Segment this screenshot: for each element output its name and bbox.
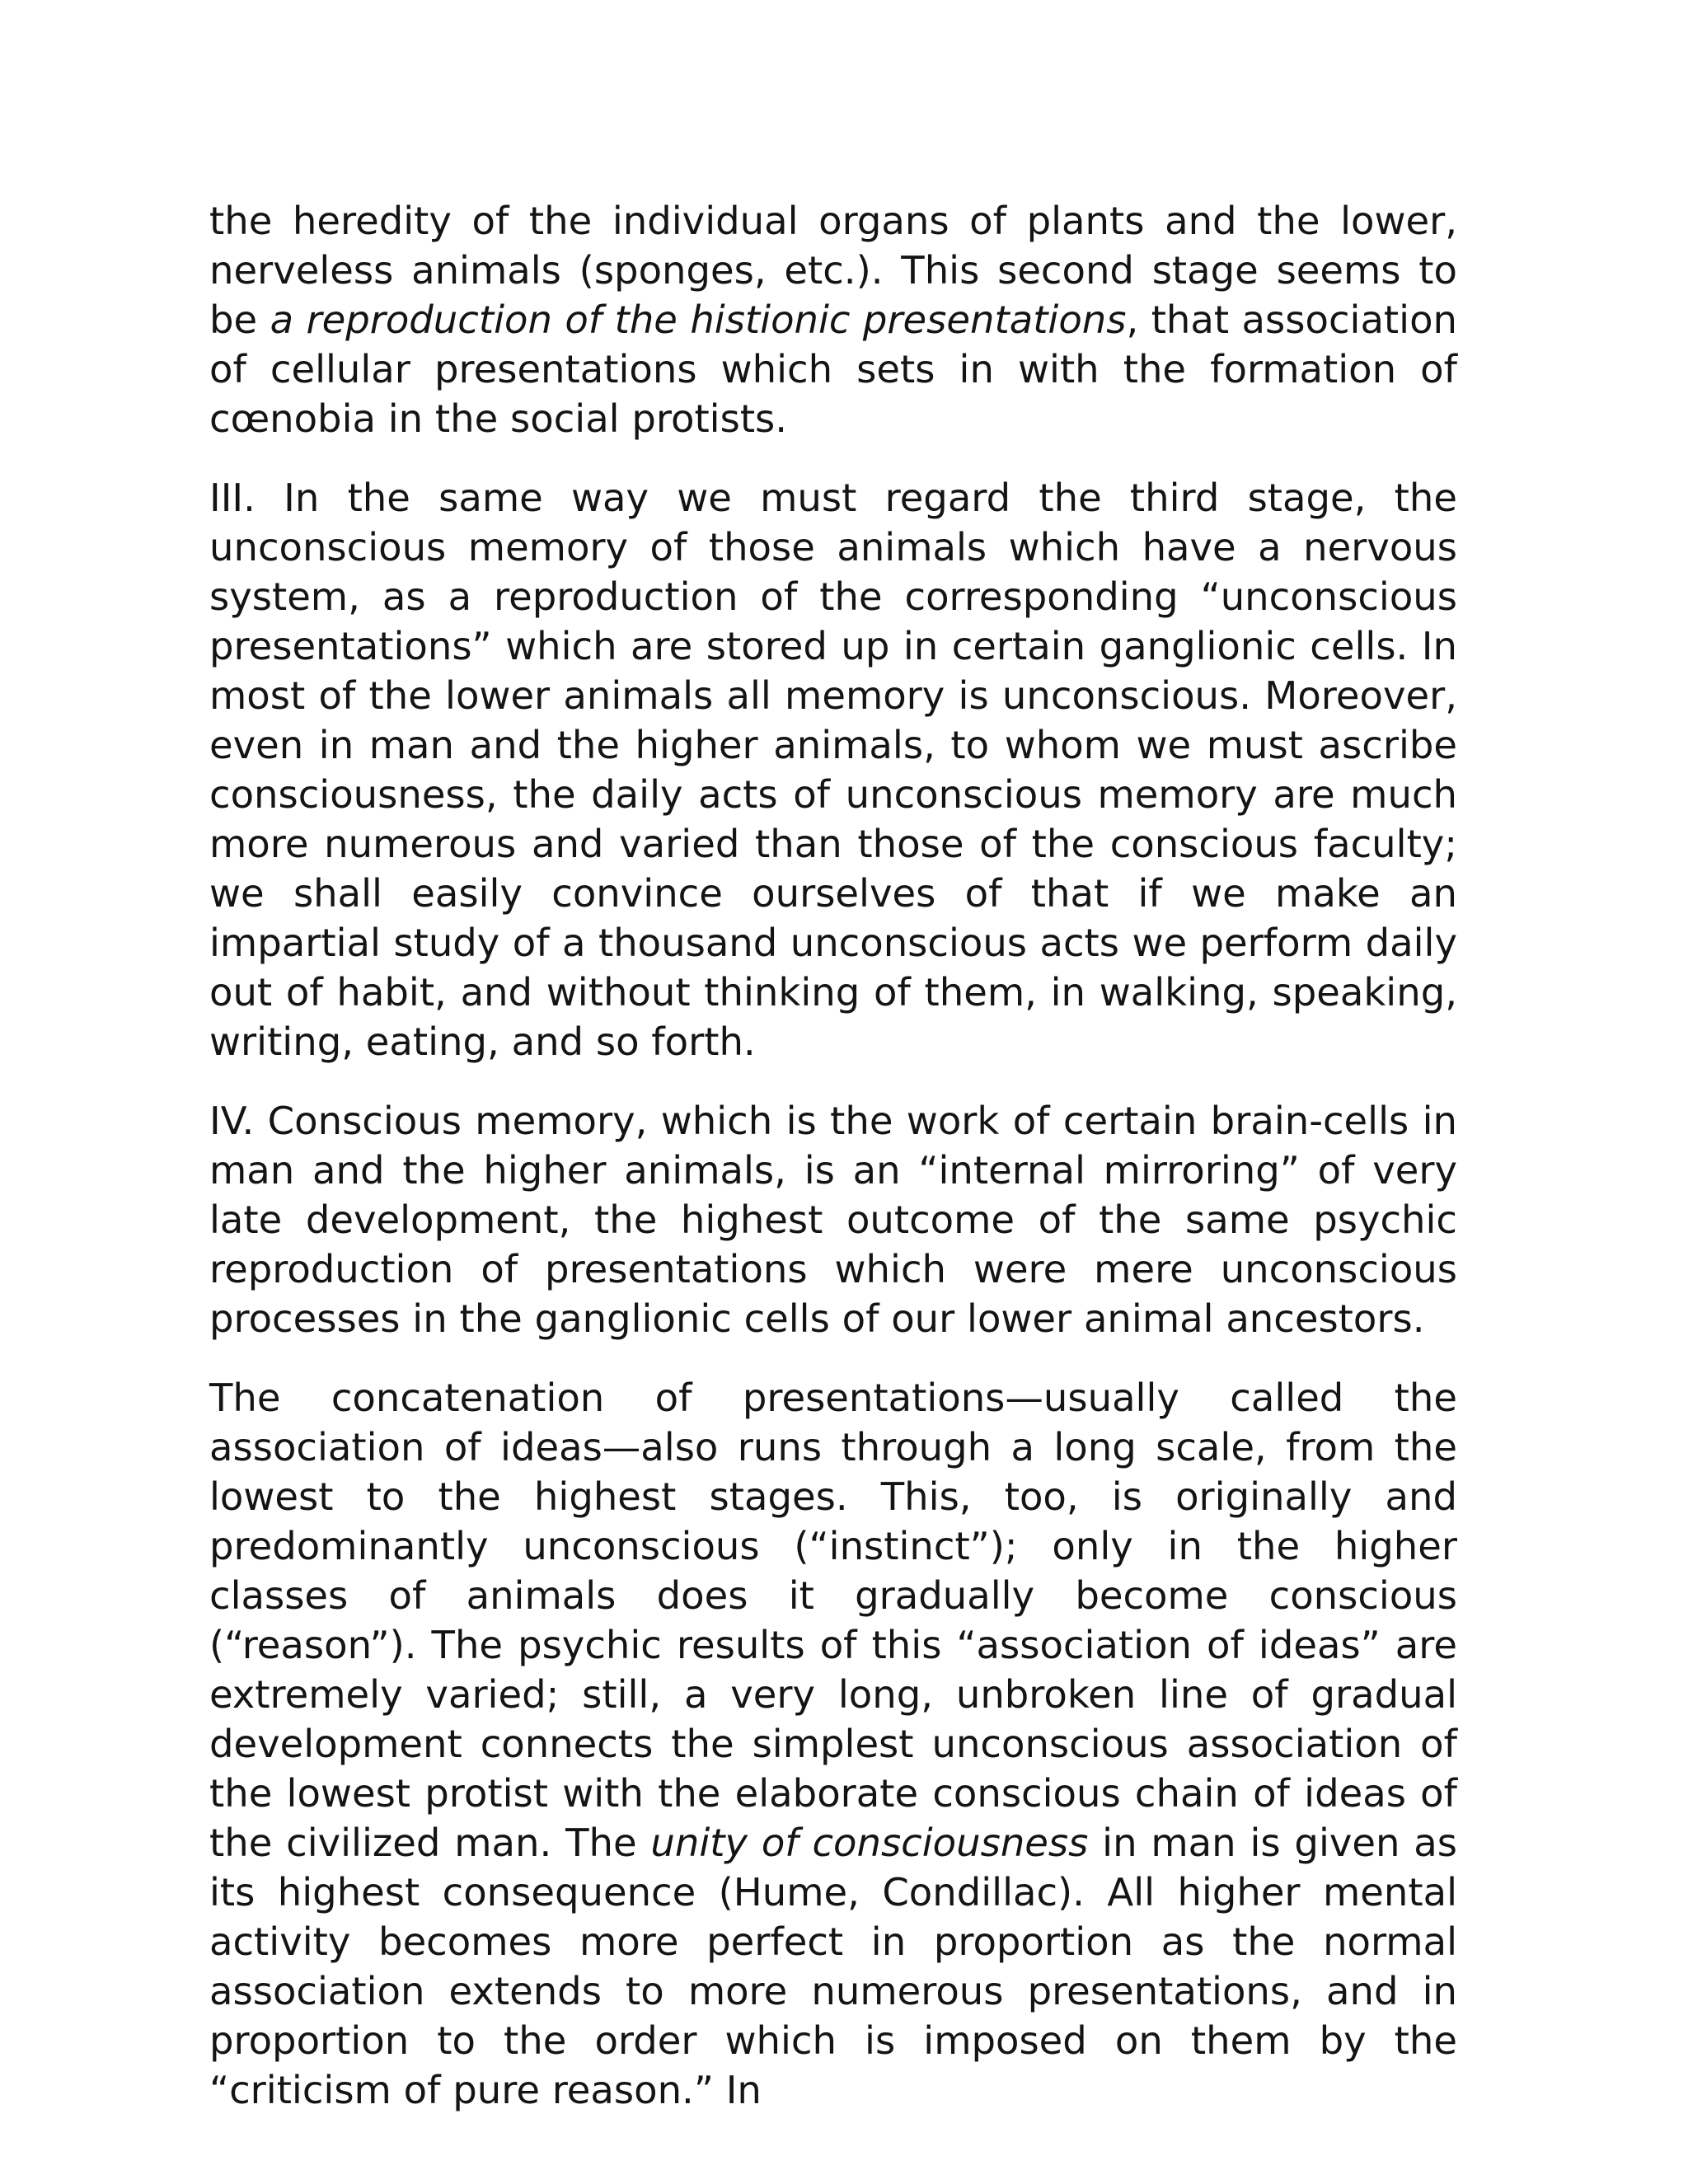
text-segment: IV. Conscious memory, which is the work of certain brain-cells in man and the higher animals, is an “internal mirroring” of very late development, the highest outcome of the same psychic reproduction of presentations which were mere unconscious processes in the ganglionic cells of our lower animal ancestors. bbox=[209, 1099, 1457, 1341]
paragraph-association-of-ideas bbox=[209, 1373, 1457, 2115]
paragraph-stage-three bbox=[209, 473, 1457, 1066]
body-text bbox=[209, 196, 1457, 2115]
paragraph-stage-four bbox=[209, 1096, 1457, 1343]
text-segment: , that association of cellular presentations which sets in with the formation of cœnobia in the social protists. bbox=[209, 298, 1458, 441]
text-segment: in man is given as its highest consequence (Hume, Condillac). All higher mental activity becomes more perfect in proportion as the normal association extends to more numerous presentations, and in proportion to the order which is imposed on them by the “criticism of pure reason.” In bbox=[209, 1821, 1457, 2112]
text-segment: The concatenation of presentations—usually called the association of ideas—also runs through a long scale, from the lowest to the highest stages. This, too, is originally and predominantly unconscious (“instinct”); only in the higher classes of animals does it gradually become conscious (“reason”). The psychic results of this “association of ideas” are extremely varied; still, a very long, unbroken line of gradual development connects the simplest unconscious association of the lowest protist with the elaborate conscious chain of ideas of the civilized man. The bbox=[209, 1376, 1457, 1865]
italic-text-segment: a reproduction of the histionic presentations bbox=[270, 298, 1127, 342]
paragraph-heredity-stage-two bbox=[209, 196, 1457, 443]
text-segment: III. In the same way we must regard the third stage, the unconscious memory of those animals which have a nervous system, as a reproduction of the corresponding “unconscious presentations” which are stored up in certain ganglionic cells. In most of the lower animals all memory is unconscious. Moreover, even in man and the higher animals, to whom we must ascribe consciousness, the daily acts of unconscious memory are much more numerous and varied than those of the conscious faculty; we shall easily convince ourselves of that if we make an impartial study of a thousand unconscious acts we perform daily out of habit, and without thinking of them, in walking, speaking, writing, eating, and so forth. bbox=[209, 476, 1457, 1064]
italic-text-segment: unity of consciousness bbox=[650, 1821, 1089, 1865]
text-segment: the heredity of the individual organs of plants and the lower, nerveless animals (sponges, etc.). This second stage seems to be bbox=[209, 199, 1457, 342]
